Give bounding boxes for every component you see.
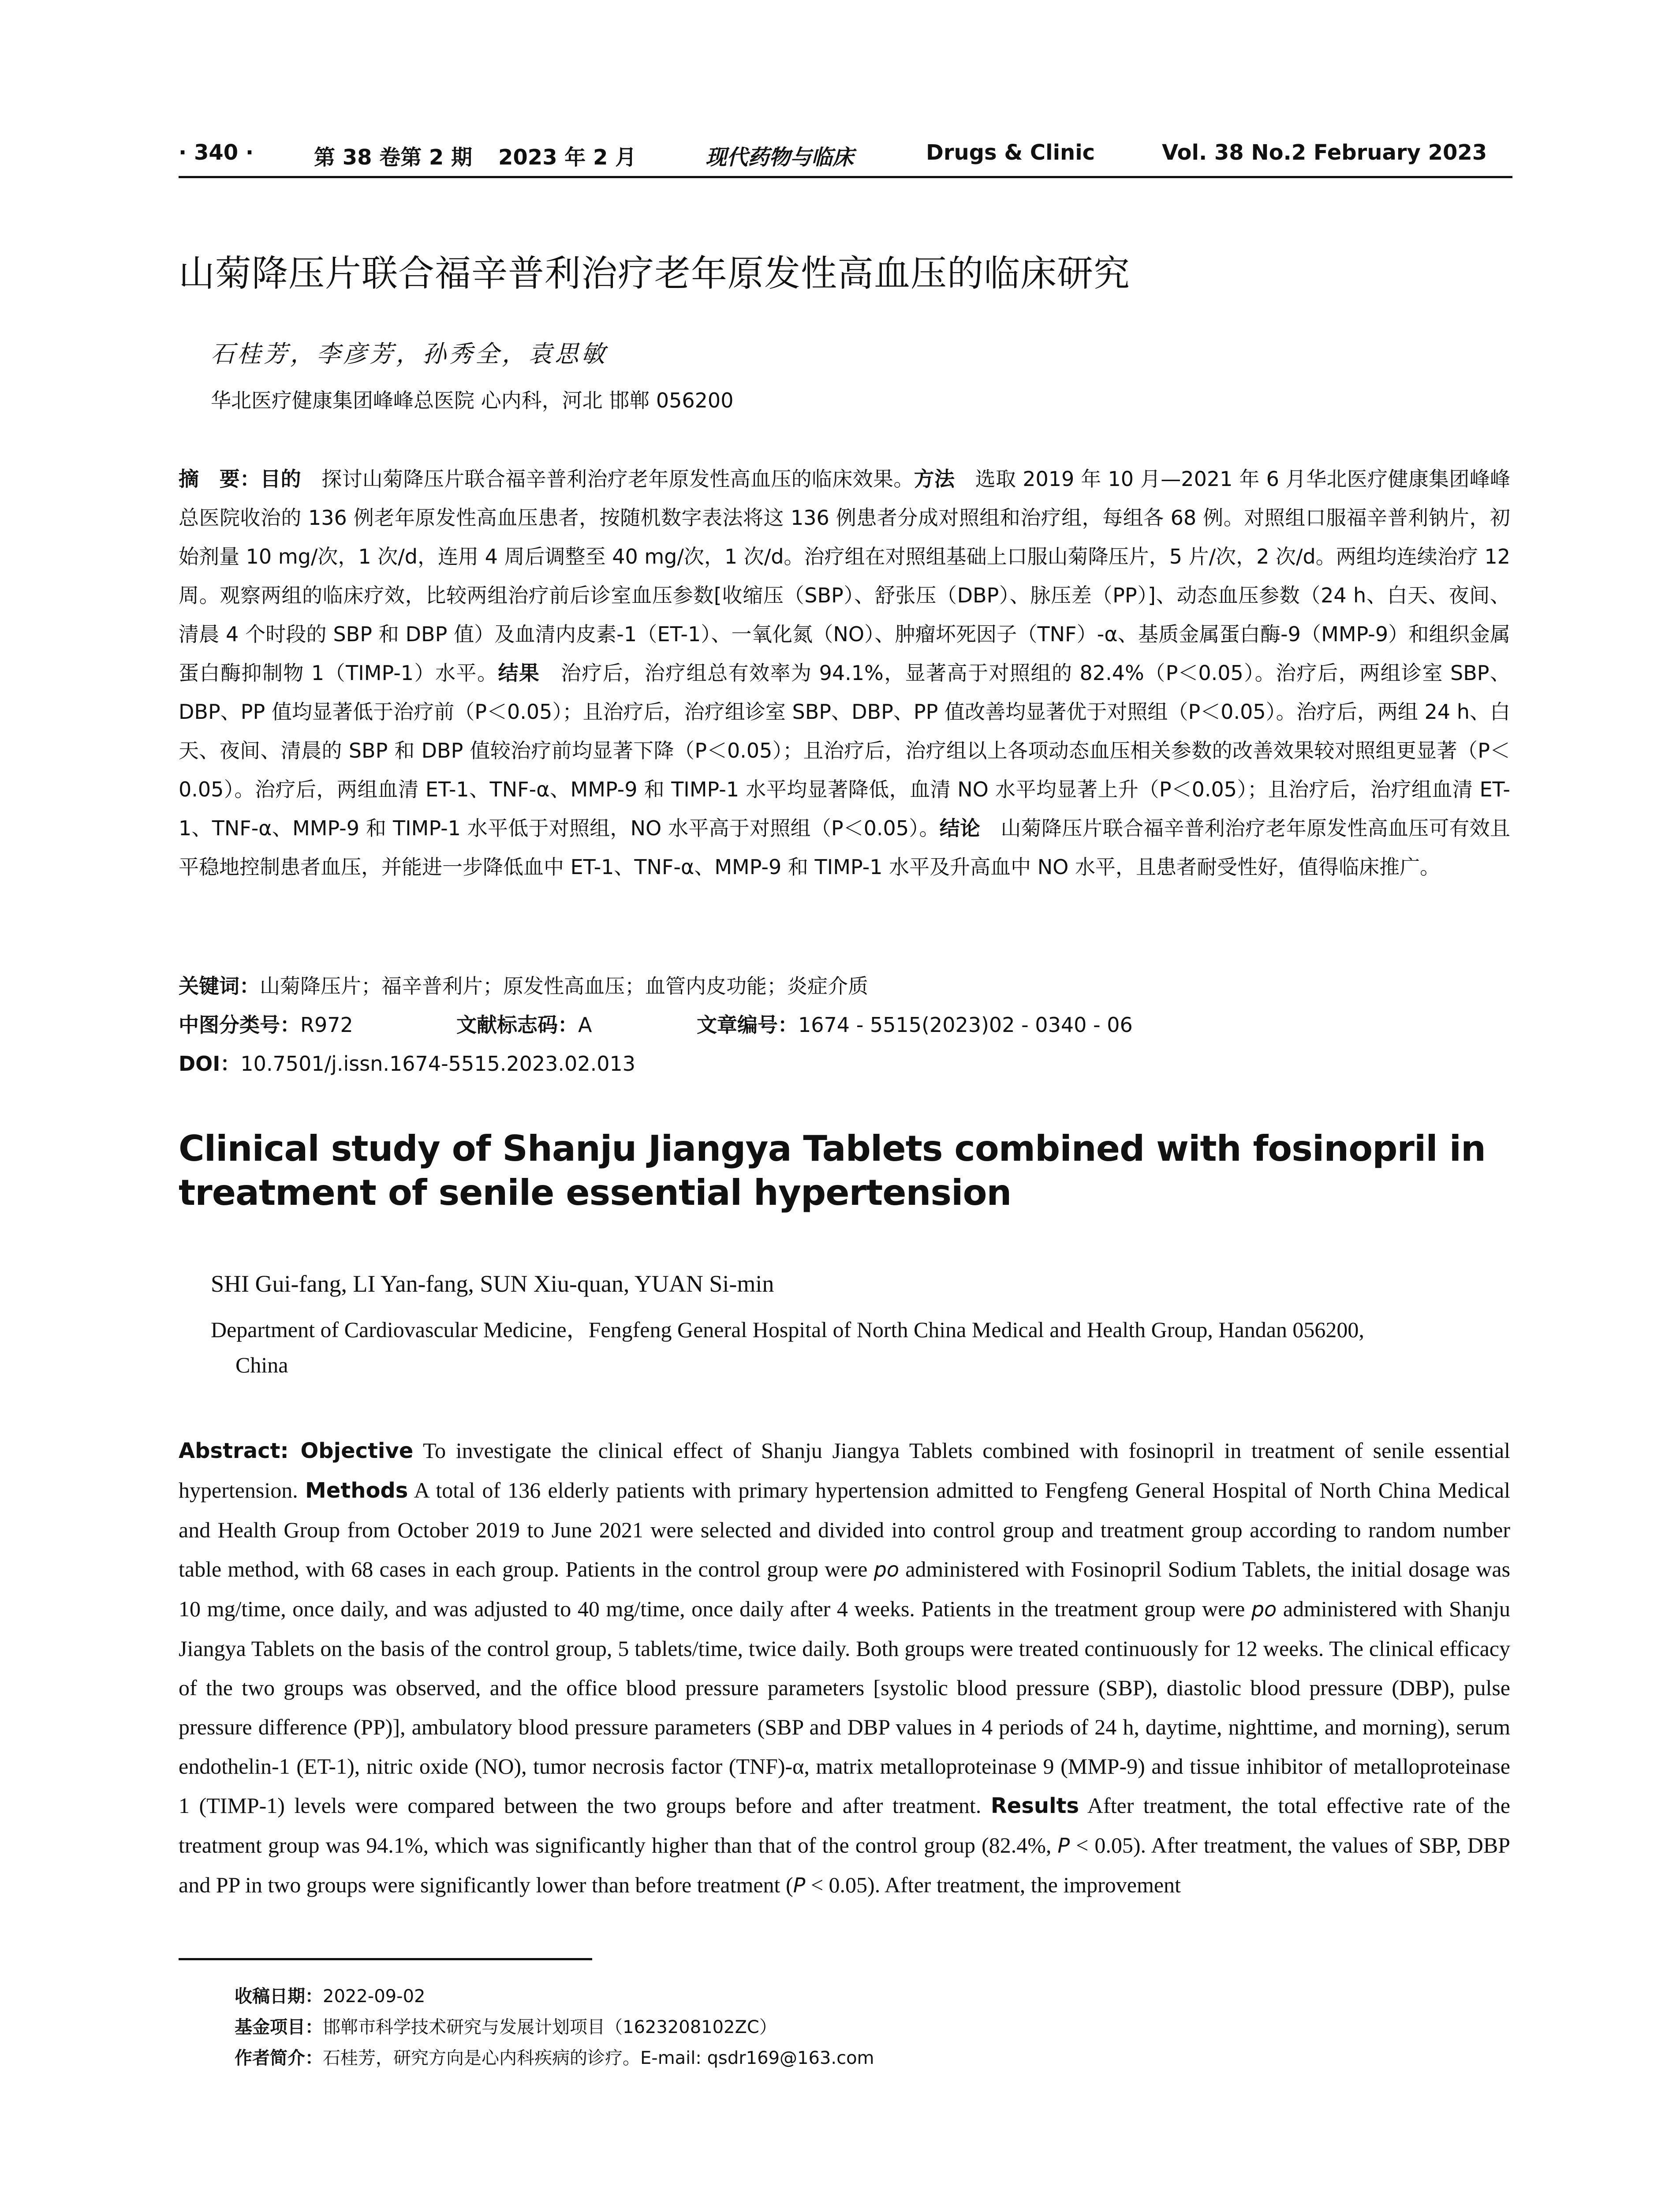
objective-label-cn: 目的 (260, 467, 301, 491)
results-text-en-3: < 0.05). After treatment, the improvement (805, 1872, 1181, 1897)
footnote-author (235, 2044, 874, 2069)
abstract-en (179, 1431, 1510, 1905)
volume-cn: 第 38 卷第 2 期 (314, 145, 473, 170)
clc-label: 中图分类号： (179, 1013, 300, 1037)
footnote-rule (179, 1958, 592, 1960)
objective-text-en: To investigate the clinical effect of Shanju Jiangya Tablets combined with fosinopril in treatment of senile essential hypertension. (179, 1438, 1510, 1502)
conclusion-text-cn: 山菊降压片联合福辛普利治疗老年原发性高血压可有效且平稳地控制患者血压，并能进一步降低血中 ET-1、TNF-α、MMP-9 和 TIMP-1 水平及升高血中 NO 水平，且患者耐受性好，值得临床推广。 (179, 816, 1511, 879)
results-label-en: Results (990, 1794, 1079, 1818)
doc-code-value: A (578, 1013, 592, 1037)
article-id-label: 文章编号： (697, 1013, 798, 1037)
article-id-value: 1674 - 5515(2023)02 - 0340 - 06 (798, 1013, 1133, 1037)
methods-label-en: Methods (305, 1478, 408, 1503)
author-bio-text: 石桂芳，研究方向是心内科疾病的诊疗。E-mail: qsdr169@163.com (323, 2048, 874, 2068)
doi-line (179, 1048, 635, 1077)
doi-value[interactable]: 10.7501/j.issn.1674-5515.2023.02.013 (240, 1052, 636, 1076)
methods-label-cn: 方法 (914, 467, 955, 491)
authors-en: SHI Gui-fang, LI Yan-fang, SUN Xiu-quan, YUAN Si-min (211, 1271, 774, 1297)
keywords-label-cn: 关键词： (179, 974, 260, 998)
po-abbrev-1: po (874, 1558, 899, 1581)
fund-label: 基金项目： (235, 2017, 323, 2037)
received-date: 2022-09-02 (323, 1986, 426, 2007)
objective-text-cn: 探讨山菊降压片联合福辛普利治疗老年原发性高血压的临床效果。 (301, 467, 914, 491)
volume-en: Vol. 38 No.2 February 2023 (1162, 140, 1487, 165)
abstract-label-cn: 摘 要： (179, 467, 261, 491)
results-text-en-1: After treatment, the total effective rate of the treatment group was 94.1%, which was significantly higher than that of the control group (82.4%, (179, 1793, 1510, 1857)
keywords-text-cn: 山菊降压片；福辛普利片；原发性高血压；血管内皮功能；炎症介质 (260, 974, 868, 998)
results-text-en-2: < 0.05). After treatment, the values of SBP, DBP and PP in two groups were significantly lower than before treatment ( (179, 1833, 1510, 1897)
methods-text-en-2: administered with Fosinopril Sodium Tablets, the initial dosage was 10 mg/time, once daily, and was adjusted to 40 mg/time, once daily after 4 weeks. Patients in the treatment group were (179, 1557, 1510, 1621)
conclusion-label-cn: 结论 (939, 816, 981, 840)
article-id (697, 1009, 1133, 1038)
clc-value: R972 (300, 1013, 353, 1037)
affiliation-cn: 华北医疗健康集团峰峰总医院 心内科，河北 邯郸 056200 (211, 389, 734, 412)
affiliation-en-line2: China (235, 1353, 288, 1377)
abstract-cn (179, 460, 1510, 886)
author-bio-label: 作者简介： (235, 2048, 323, 2068)
p-symbol-2: P (793, 1873, 806, 1897)
journal-name-en: Drugs & Clinic (926, 140, 1095, 165)
footnote-fund (235, 2013, 777, 2038)
methods-text-cn: 选取 2019 年 10 月—2021 年 6 月华北医疗健康集团峰峰总医院收治的 136 例老年原发性高血压患者，按随机数字表法将这 136 例患者分成对照组和治疗组，每组各 68 例。对照组口服福辛普利钠片，初始剂量 10 mg/次，1 次/d，连用 4 周后调整至 40 mg/次，1 次/d。治疗组在对照组基础上口服山菊降压片，5 片/次，2 次/d。两组均连续治疗 12 周。观察两组的临床疗效，比较两组治疗前后诊室血压参数[收缩压（SBP）、舒张压（DBP）、脉压差（PP）]、动态血压参数（24 h、白天、夜间、清晨 4 个时段的 SBP 和 DBP 值）及血清内皮素-1（ET-1）、一氧化氮（NO）、肿瘤坏死因子（TNF）-α、基质金属蛋白酶-9（MMP-9）和组织金属蛋白酶抑制物 1（TIMP-1）水平。 (179, 467, 1511, 685)
abstract-objective-label-en: Abstract: Objective (179, 1439, 414, 1463)
authors-cn: 石桂芳，李彦芳，孙秀全，袁思敏 (211, 340, 608, 368)
fund-text: 邯郸市科学技术研究与发展计划项目（1623208102ZC） (323, 2017, 777, 2037)
affiliation-en (211, 1312, 1514, 1383)
methods-text-en-3: administered with Shanju Jiangya Tablets on the basis of the control group, 5 tablets/time, twice daily. Both groups were treated continuously for 12 weeks. The clinical efficacy of the two groups was observed, and the office blood pressure parameters [systolic blood pressure (SBP), diastolic blood pressure (DBP), pulse pressure difference (PP)], ambulatory blood pressure parameters (SBP and DBP values in 4 periods of 24 h, daytime, nighttime, and morning), serum endothelin-1 (ET-1), nitric oxide (NO), tumor necrosis factor (TNF)-α, matrix metalloproteinase 9 (MMP-9) and tissue inhibitor of metalloproteinase 1 (TIMP-1) levels were compared between the two groups before and after treatment. (179, 1596, 1510, 1818)
classification-line (179, 1009, 353, 1038)
footnote-received (235, 1982, 425, 2007)
methods-text-en-1: A total of 136 elderly patients with primary hypertension admitted to Fengfeng General Hospital of North China Medical and Health Group from October 2019 to June 2021 were selected and divided into control group and treatment group according to random number table method, with 68 cases in each group. Patients in the control group were (179, 1478, 1510, 1581)
journal-name-cn: 现代药物与临床 (706, 145, 854, 170)
doc-code-label: 文献标志码： (456, 1013, 578, 1037)
header-rule (179, 176, 1512, 178)
received-label: 收稿日期： (235, 1986, 323, 2007)
page-number: · 340 · (179, 140, 254, 165)
affiliation-en-line1: Department of Cardiovascular Medicine，Fengfeng General Hospital of North China Medical and Health Group, Handan 056200, (211, 1317, 1364, 1342)
p-symbol-1: P (1057, 1834, 1070, 1857)
results-text-cn: 治疗后，治疗组总有效率为 94.1%，显著高于对照组的 82.4%（P＜0.05）。治疗后，两组诊室 SBP、DBP、PP 值均显著低于治疗前（P＜0.05）；且治疗后，治疗组诊室 SBP、DBP、PP 值改善均显著优于对照组（P＜0.05）。治疗后，两组 24 h、白天、夜间、清晨的 SBP 和 DBP 值较治疗前均显著下降（P＜0.05）；且治疗后，治疗组以上各项动态血压相关参数的改善效果较对照组更显著（P＜0.05）。治疗后，两组血清 ET-1、TNF-α、MMP-9 和 TIMP-1 水平均显著降低，血清 NO 水平均显著上升（P＜0.05）；且治疗后，治疗组血清 ET-1、TNF-α、MMP-9 和 TIMP-1 水平低于对照组，NO 水平高于对照组（P＜0.05）。 (179, 661, 1511, 840)
article-title-cn: 山菊降压片联合福辛普利治疗老年原发性高血压的临床研究 (179, 253, 1131, 295)
doi-label: DOI： (179, 1052, 241, 1076)
date-cn: 2023 年 2 月 (498, 145, 637, 170)
keywords-cn (179, 970, 868, 999)
results-label-cn: 结果 (498, 661, 540, 685)
article-title-en: Clinical study of Shanju Jiangya Tablets combined with fosinopril in treatment of senile essential hypertension (179, 1128, 1486, 1213)
document-code (456, 1009, 592, 1038)
po-abbrev-2: po (1251, 1597, 1277, 1621)
